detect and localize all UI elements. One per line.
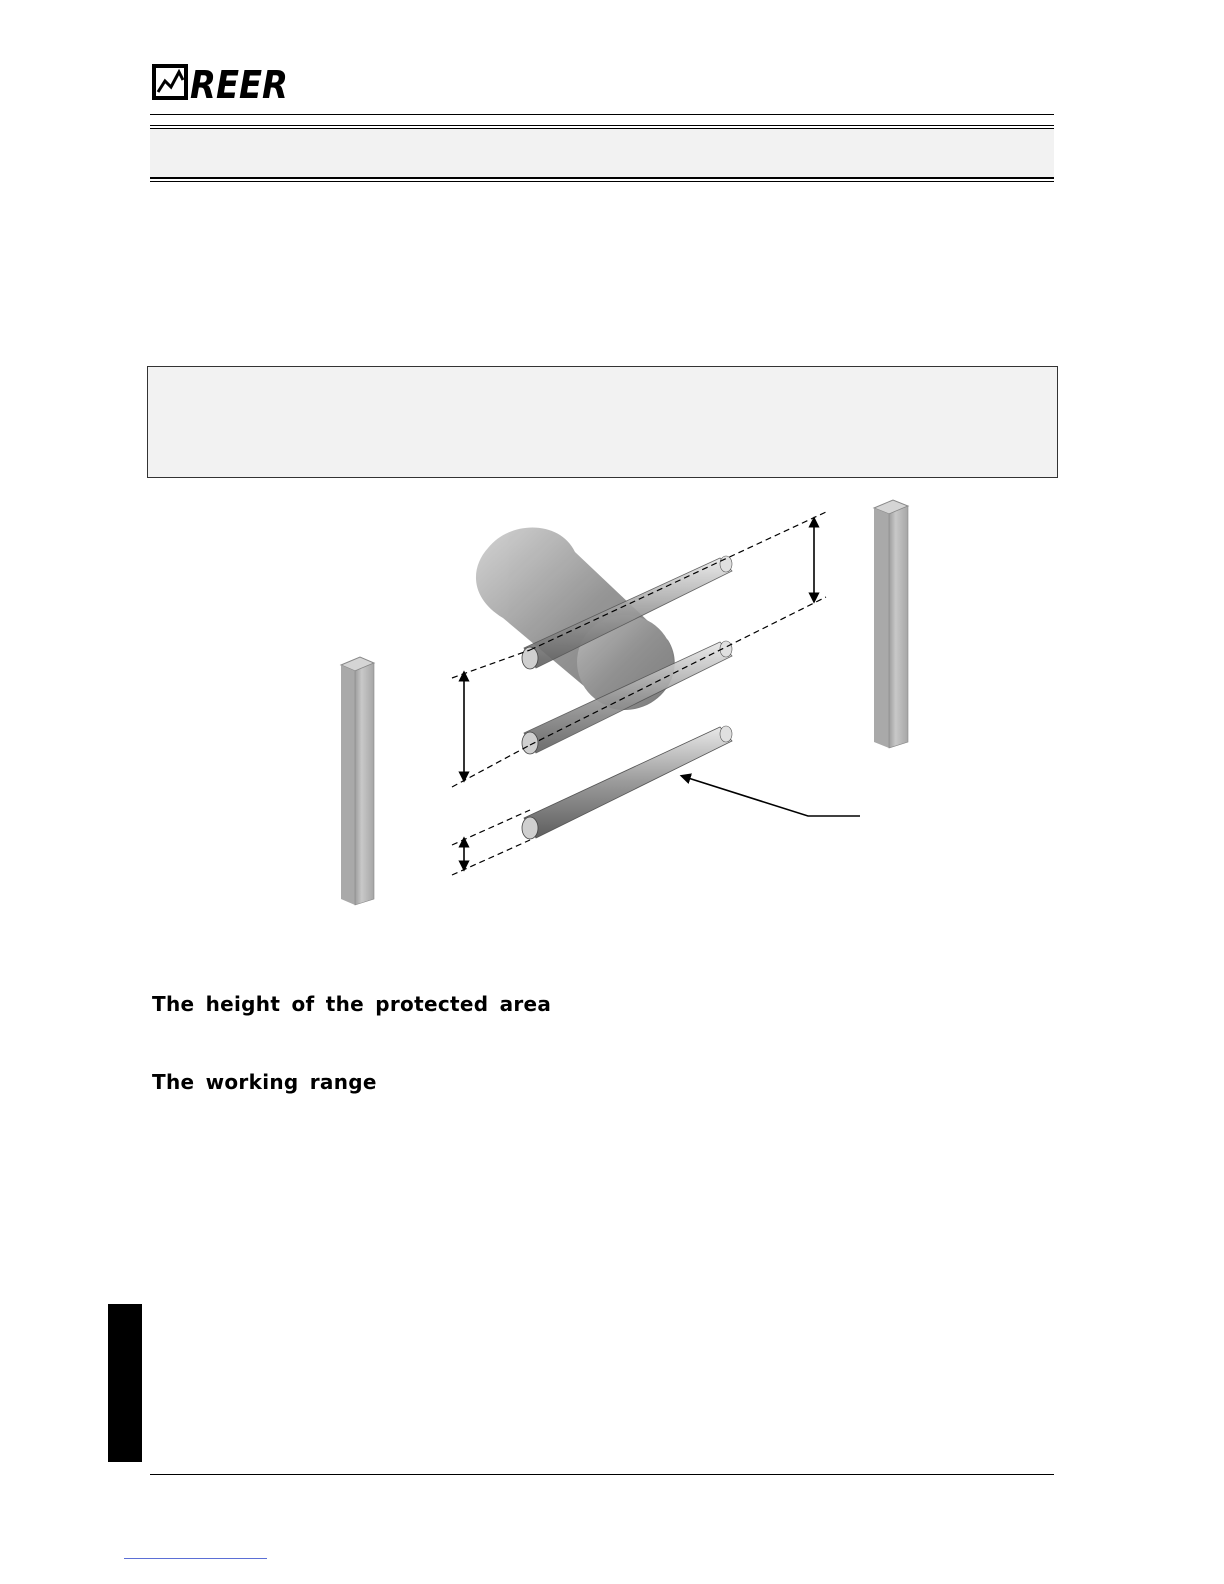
heading-protected-area: The height of the protected area xyxy=(152,992,552,1016)
light-curtain-diagram xyxy=(300,490,920,920)
section-rule-bottom xyxy=(150,181,1054,182)
notice-box xyxy=(147,366,1058,478)
left-column xyxy=(341,657,374,905)
svg-text:REER: REER xyxy=(190,63,288,104)
header-rule xyxy=(150,114,1054,115)
beam-leader-arrow xyxy=(685,777,860,816)
footer-rule xyxy=(150,1474,1054,1475)
section-title-band xyxy=(150,129,1054,177)
section-rule-bottom-thick xyxy=(150,177,1054,179)
right-column xyxy=(874,500,908,748)
footer-link-underline[interactable] xyxy=(124,1558,267,1559)
reer-logo xyxy=(152,62,292,104)
heading-working-range: The working range xyxy=(152,1070,377,1094)
chapter-side-tab xyxy=(108,1304,142,1462)
section-rule-top xyxy=(150,125,1054,126)
